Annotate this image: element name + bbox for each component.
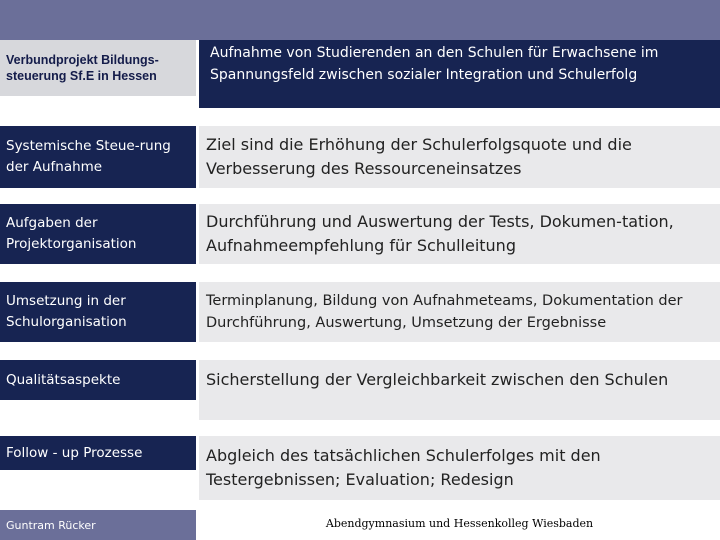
row-text-line: Abgleich des tatsächlichen Schulerfolges mit den xyxy=(206,446,601,465)
slide-heading-line-2: Spannungsfeld zwischen sozialer Integration und Schulerfolg xyxy=(210,67,638,83)
top-banner xyxy=(0,0,720,40)
project-title xyxy=(6,52,159,84)
row-text-line: Sicherstellung der Vergleichbarkeit zwischen den Schulen xyxy=(206,370,669,389)
row-text-line: Verbesserung des Ressourceneinsatzes xyxy=(206,159,522,178)
row-text-follow-up xyxy=(199,436,720,500)
row-text-line: Durchführung, Auswertung, Umsetzung der Ergebnisse xyxy=(206,315,607,331)
row-label-text: der Aufnahme xyxy=(6,159,103,175)
row-text-school-implementation xyxy=(199,282,720,342)
row-label-text: Follow - up Prozesse xyxy=(6,444,143,461)
row-label-text: Projektorganisation xyxy=(6,236,137,252)
row-text-quality-aspects xyxy=(199,360,720,420)
row-label-text: Systemische Steue-rung xyxy=(6,138,171,154)
footer-author-box xyxy=(0,510,196,540)
footer-institution-box xyxy=(199,510,720,536)
row-text-line: Testergebnissen; Evaluation; Redesign xyxy=(206,470,514,489)
row-label-project-tasks xyxy=(0,204,196,264)
project-title-box xyxy=(0,40,196,96)
footer-author: Guntram Rücker xyxy=(6,518,96,532)
row-label-follow-up xyxy=(0,436,196,470)
row-text-line: Aufnahmeempfehlung für Schulleitung xyxy=(206,236,516,255)
row-text-line: Ziel sind die Erhöhung der Schulerfolgsquote und die xyxy=(206,135,632,154)
project-title-line-2: steuerung Sf.E in Hessen xyxy=(6,69,157,83)
row-label-text: Schulorganisation xyxy=(6,314,127,330)
row-label-quality-aspects xyxy=(0,360,196,400)
row-text-line: Durchführung und Auswertung der Tests, Dokumen-tation, xyxy=(206,212,674,231)
row-text-project-tasks xyxy=(199,204,720,264)
row-label-text: Qualitätsaspekte xyxy=(6,371,121,388)
slide-heading-line-1: Aufnahme von Studierenden an den Schulen für Erwachsene im xyxy=(210,45,659,61)
project-title-line-1: Verbundprojekt Bildungs- xyxy=(6,53,159,67)
row-label-text: Aufgaben der xyxy=(6,215,98,231)
row-text-systemic-steering xyxy=(199,126,720,188)
slide-heading-box xyxy=(199,40,720,108)
row-text-line: Terminplanung, Bildung von Aufnahmeteams, Dokumentation der xyxy=(206,293,683,309)
row-label-systemic-steering xyxy=(0,126,196,188)
footer-institution: Abendgymnasium und Hessenkolleg Wiesbaden xyxy=(325,516,594,530)
row-label-text: Umsetzung in der xyxy=(6,293,126,309)
row-label-school-implementation xyxy=(0,282,196,342)
